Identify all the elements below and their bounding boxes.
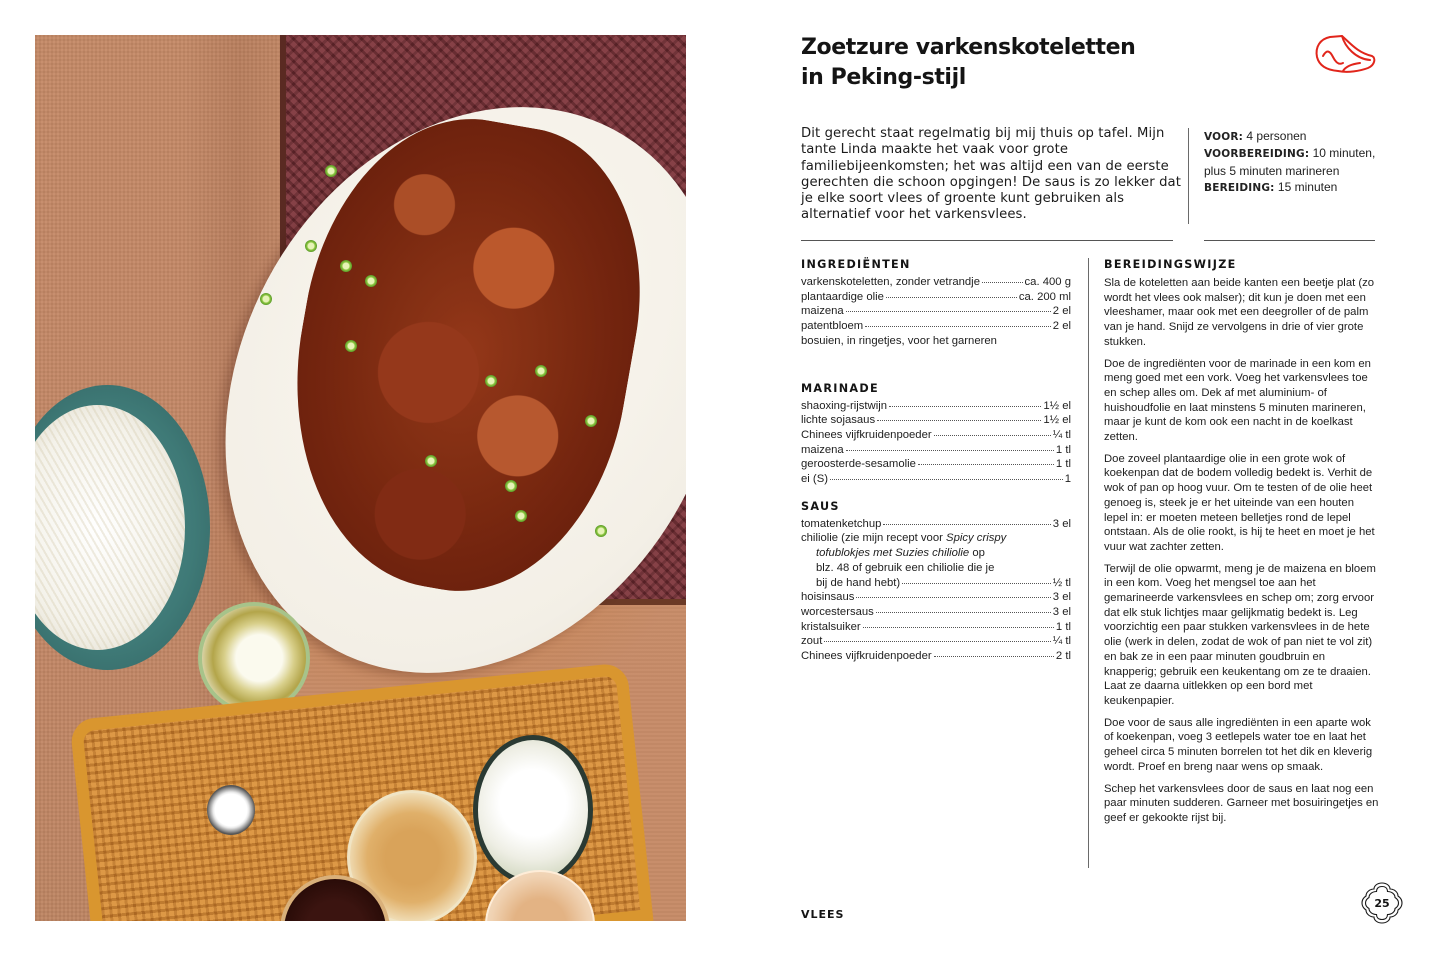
leader-dots bbox=[902, 575, 1051, 584]
ingredient-item: patentbloem 2 el bbox=[801, 320, 1071, 333]
ingredient-item: shaoxing-rijstwijn 1½ el bbox=[801, 399, 1071, 412]
scallion-garnish bbox=[365, 275, 377, 287]
divider bbox=[801, 240, 1173, 241]
serves-label: VOOR: bbox=[1204, 131, 1244, 143]
ingredient-item: geroosterde-sesamolie 1 tl bbox=[801, 458, 1071, 471]
ingredient-item: ei (S) 1 bbox=[801, 473, 1071, 486]
scallion-garnish bbox=[515, 510, 527, 522]
leader-dots bbox=[846, 442, 1054, 451]
leader-dots bbox=[886, 289, 1017, 298]
marinade-list bbox=[801, 399, 1071, 487]
method-step: Sla de koteletten aan beide kanten een beetje plat (zo wordt het vlees ook malser); dit kun je doen met een vleeshamer, maar ook met een deegroller of de palm van je hand. Snijd ze vervolgens in drie of vier grote stukken. bbox=[1104, 277, 1375, 348]
ingredient-item: Chinees vijfkruidenpoeder ¼ tl bbox=[801, 428, 1071, 441]
ingredients-heading: INGREDIËNTEN bbox=[801, 258, 911, 271]
method-step: Schep het varkensvlees door de saus en laat nog een paar minuten sudderen. Garneer met bosuiringetjes en geef er gekookte rijst bij. bbox=[1104, 782, 1379, 824]
scallion-garnish bbox=[595, 525, 607, 537]
page-number: 25 bbox=[1374, 896, 1390, 910]
leader-dots bbox=[883, 516, 1050, 525]
leader-dots bbox=[846, 303, 1051, 312]
cook-label: BEREIDING: bbox=[1204, 181, 1275, 194]
leader-dots bbox=[934, 648, 1054, 657]
ingredient-item: hoisinsaus 3 el bbox=[801, 591, 1071, 604]
ingredient-item: Chinees vijfkruidenpoeder 2 tl bbox=[801, 650, 1071, 663]
prep-row bbox=[1204, 145, 1389, 179]
method-step: Doe zoveel plantaardige olie in een grote wok of koekenpan dat de bodem volledig bedekt is. Verhit de wok of pan op hoog vuur. Om te testen of de olie heet genoeg is, steek je er het uiteinde van een houten lepel in: er moeten meteen belletjes rond de lepel ontstaan. Als de olie rookt, is hij te heet en moet je het vuur wat zachter zetten. bbox=[1104, 452, 1375, 553]
serves-row bbox=[1204, 128, 1389, 145]
prep-value: 10 minuten, plus 5 minuten marineren bbox=[1204, 146, 1376, 178]
leader-dots bbox=[824, 633, 1050, 642]
divider bbox=[1188, 128, 1189, 224]
marinade-heading: MARINADE bbox=[801, 381, 879, 395]
ingredients-column bbox=[801, 257, 1071, 687]
method-column bbox=[1104, 257, 1379, 833]
recipe-title bbox=[801, 33, 1221, 93]
ingredient-item-chiliolie: chiliolie (zie mijn recept voor Spicy crispy tofublokjes met Suzies chiliolie op blz. 48 of gebruik een chiliolie die je bij de hand hebt) ½ tl bbox=[801, 532, 1071, 589]
leader-dots bbox=[863, 619, 1054, 628]
scallion-garnish bbox=[485, 375, 497, 387]
method-step: Doe de ingrediënten voor de marinade in een kom en meng goed met een vork. Voeg het varkensvlees toe en schep alles om. Dek af met aluminium- of huishoudfolie en laat minstens 5 minuten marineren, maar je kunt de kom ook een nacht in de koelkast zetten. bbox=[1104, 357, 1371, 444]
recipe-photo bbox=[35, 35, 686, 921]
leader-dots bbox=[918, 456, 1054, 465]
scallion-garnish bbox=[260, 293, 272, 305]
title-line-2: in Peking-stijl bbox=[801, 65, 966, 90]
ingredient-item: worcestersaus 3 el bbox=[801, 605, 1071, 618]
column-divider bbox=[1088, 258, 1089, 868]
section-label: VLEES bbox=[801, 908, 845, 921]
leader-dots bbox=[856, 589, 1050, 598]
scallion-garnish bbox=[325, 165, 337, 177]
bottle-cap bbox=[207, 785, 255, 835]
prep-label: VOORBEREIDING: bbox=[1204, 148, 1310, 161]
saus-heading: SAUS bbox=[801, 499, 840, 513]
leader-dots bbox=[830, 471, 1063, 480]
recipe-intro: Dit gerecht staat regelmatig bij mij thuis op tafel. Mijn tante Linda maakte het vaak voor grote familiebijeenkomsten; het was altijd een van de eerste gerechten die schoon opgingen! De saus is zo lekker dat je elke soort vlees of groente kunt gebruiken als alternatief voor het varkensvlees. bbox=[801, 126, 1182, 223]
saus-list bbox=[801, 517, 1071, 664]
leader-dots bbox=[889, 398, 1041, 407]
scallion-garnish bbox=[585, 415, 597, 427]
leader-dots bbox=[865, 318, 1051, 327]
leader-dots bbox=[982, 274, 1023, 283]
meat-icon bbox=[1312, 33, 1380, 75]
scallion-garnish bbox=[425, 455, 437, 467]
method-heading: BEREIDINGSWIJZE bbox=[1104, 258, 1237, 271]
beer-glass-foam bbox=[473, 735, 593, 885]
scallion-garnish bbox=[345, 340, 357, 352]
cook-value: 15 minuten bbox=[1277, 179, 1338, 194]
ingredient-item: zout ¼ tl bbox=[801, 635, 1071, 648]
scallion-garnish bbox=[505, 480, 517, 492]
scallion-garnish bbox=[305, 240, 317, 252]
leader-dots bbox=[876, 604, 1051, 613]
serves-value: 4 personen bbox=[1246, 129, 1307, 143]
ingredient-item: maizena 1 tl bbox=[801, 443, 1071, 456]
recipe-meta bbox=[1204, 128, 1389, 196]
ingredient-item: maizena 2 el bbox=[801, 305, 1071, 318]
ingredient-item: plantaardige olie ca. 200 ml bbox=[801, 290, 1071, 303]
ingredient-item: kristalsuiker 1 tl bbox=[801, 620, 1071, 633]
leader-dots bbox=[934, 427, 1051, 436]
leader-dots bbox=[877, 412, 1041, 421]
method-step: Terwijl de olie opwarmt, meng je de maizena en bloem in een kom. Voeg het mengsel toe aan het gemarineerde varkensvlees en schep om; zorg ervoor dat elk stuk lichtjes maar gelijkmatig bedekt is. Leg voorzichtig een paar stukken varkensvlees in de hete olie (werk in delen, zodat de wok of pan niet te vol zit) en bak ze in een paar minuten goudbruin en knapperig; gebruik een keukentang om ze te draaien. Laat ze daarna uitlekken op een bord met keukenpapier. bbox=[1104, 562, 1376, 707]
title-line-1: Zoetzure varkenskoteletten bbox=[801, 35, 1136, 60]
divider bbox=[1204, 240, 1375, 241]
method-step: Doe voor de saus alle ingrediënten in een aparte wok of koekenpan, voeg 3 eetlepels water toe en laat het geheel circa 5 minuten borrelen tot het dik en kleverig wordt. Proef en breng naar wens op smaak. bbox=[1104, 716, 1373, 773]
ingredient-item: bosuien, in ringetjes, voor het garneren bbox=[801, 334, 997, 347]
cook-row bbox=[1204, 179, 1389, 196]
ingredient-item: lichte sojasaus 1½ el bbox=[801, 414, 1071, 427]
scallion-garnish bbox=[535, 365, 547, 377]
ingredients-list bbox=[801, 275, 1071, 349]
scallion-garnish bbox=[340, 260, 352, 272]
ingredient-item: tomatenketchup 3 el bbox=[801, 517, 1071, 530]
ingredient-item: varkenskoteletten, zonder vetrandje ca. 400 g bbox=[801, 276, 1071, 288]
